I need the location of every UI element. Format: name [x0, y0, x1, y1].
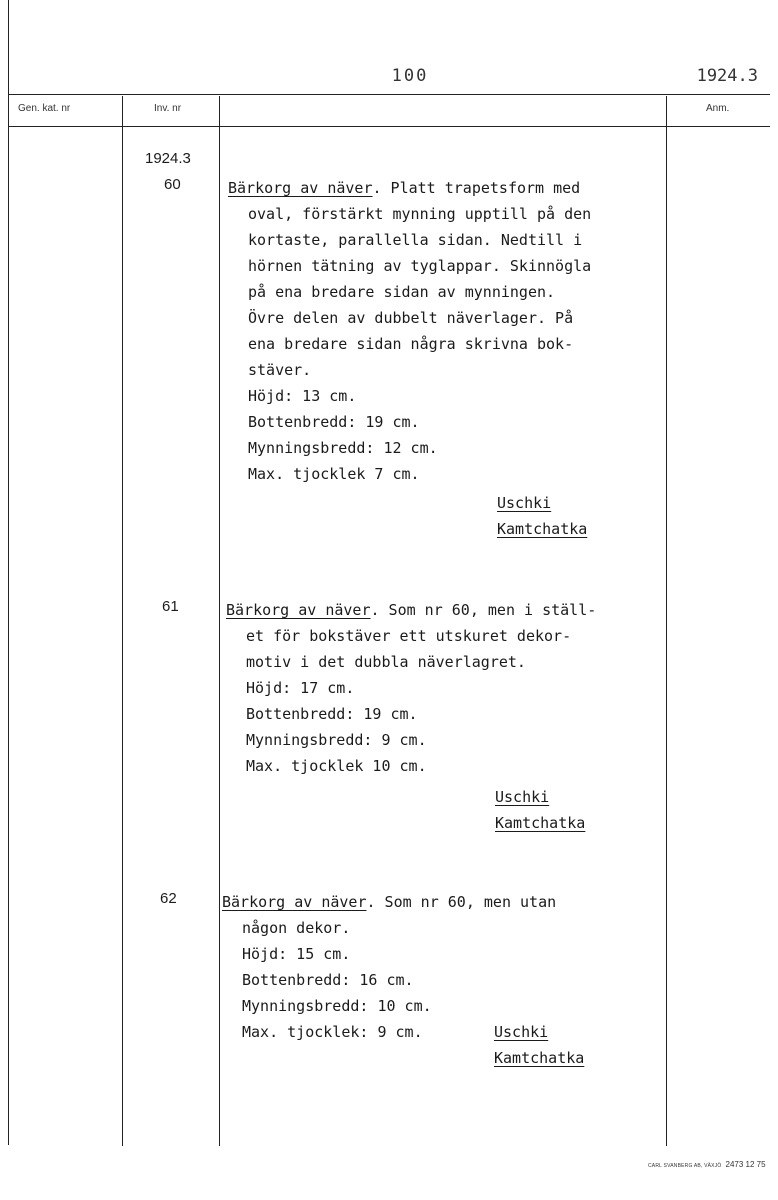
origin-place: Uschki	[495, 788, 550, 806]
entry-line: kortaste, parallella sidan. Nedtill i	[248, 231, 583, 249]
column-label-inv: Inv. nr	[154, 103, 182, 114]
left-border	[8, 0, 9, 1145]
inv-number: 60	[164, 176, 181, 193]
entry-description	[228, 175, 591, 487]
entry-line: motiv i det dubbla näverlagret.	[246, 653, 526, 671]
header-rule	[8, 94, 770, 95]
inv-number: 62	[160, 890, 177, 907]
entry-origin	[495, 784, 585, 836]
entry-first-line: Bärkorg av näver. Som nr 60, men i ställ-	[226, 601, 597, 619]
inv-number: 61	[162, 598, 179, 615]
printer-name: CARL SVANBERG AB, VÄXJÖ	[648, 1163, 722, 1169]
entry-line: Övre delen av dubbelt näverlager. På	[248, 309, 574, 327]
entry-line: et för bokstäver ett utskuret dekor-	[246, 627, 572, 645]
entry-line: Mynningsbredd: 10 cm.	[242, 997, 432, 1015]
column-label-gen-kat: Gen. kat. nr	[18, 103, 71, 114]
origin-place: Uschki	[497, 494, 552, 512]
header-year-code: 1924.3	[696, 66, 758, 86]
entry-line: Höjd: 15 cm.	[242, 945, 351, 963]
entry-title: Bärkorg av näver	[222, 893, 367, 911]
printer-imprint	[648, 1160, 766, 1169]
origin-region: Kamtchatka	[495, 814, 586, 832]
entry-first-line: Bärkorg av näver. Som nr 60, men utan	[222, 893, 557, 911]
page-number: 100	[391, 66, 429, 86]
entry-title: Bärkorg av näver	[228, 179, 373, 197]
entry-line: Bottenbredd: 19 cm.	[246, 705, 418, 723]
entry-line: Max. tjocklek 10 cm.	[246, 757, 427, 775]
entry-line: stäver.	[248, 361, 312, 379]
entry-line: hörnen tätning av tyglappar. Skinnögla	[248, 257, 592, 275]
collection-number: 1924.3	[145, 150, 191, 167]
entry-origin	[497, 490, 587, 542]
entry-line: Höjd: 17 cm.	[246, 679, 355, 697]
column-label-anm: Anm.	[706, 103, 730, 114]
entry-line: på ena bredare sidan av mynningen.	[248, 283, 556, 301]
entry-title: Bärkorg av näver	[226, 601, 371, 619]
entry-line: Mynningsbredd: 9 cm.	[246, 731, 427, 749]
entry-origin	[494, 1019, 584, 1071]
entry-line: någon dekor.	[242, 919, 351, 937]
column-divider-anm	[666, 96, 667, 1146]
entry-line: oval, förstärkt mynning upptill på den	[248, 205, 592, 223]
form-code: 2473 12 75	[725, 1160, 766, 1169]
entry-line: Max. tjocklek 7 cm.	[248, 465, 420, 483]
origin-place: Uschki	[494, 1023, 549, 1041]
origin-region: Kamtchatka	[494, 1049, 585, 1067]
entry-line: Mynningsbredd: 12 cm.	[248, 439, 438, 457]
entry-description	[226, 597, 596, 779]
entry-first-line: Bärkorg av näver. Platt trapetsform med	[228, 179, 581, 197]
entry-line: Bottenbredd: 19 cm.	[248, 413, 420, 431]
column-divider-inv	[122, 96, 123, 1146]
entry-line: Höjd: 13 cm.	[248, 387, 357, 405]
column-divider-desc	[219, 96, 220, 1146]
entry-line: Max. tjocklek: 9 cm.	[242, 1023, 423, 1041]
origin-region: Kamtchatka	[497, 520, 588, 538]
entry-line: Bottenbredd: 16 cm.	[242, 971, 414, 989]
entry-line: ena bredare sidan några skrivna bok-	[248, 335, 574, 353]
